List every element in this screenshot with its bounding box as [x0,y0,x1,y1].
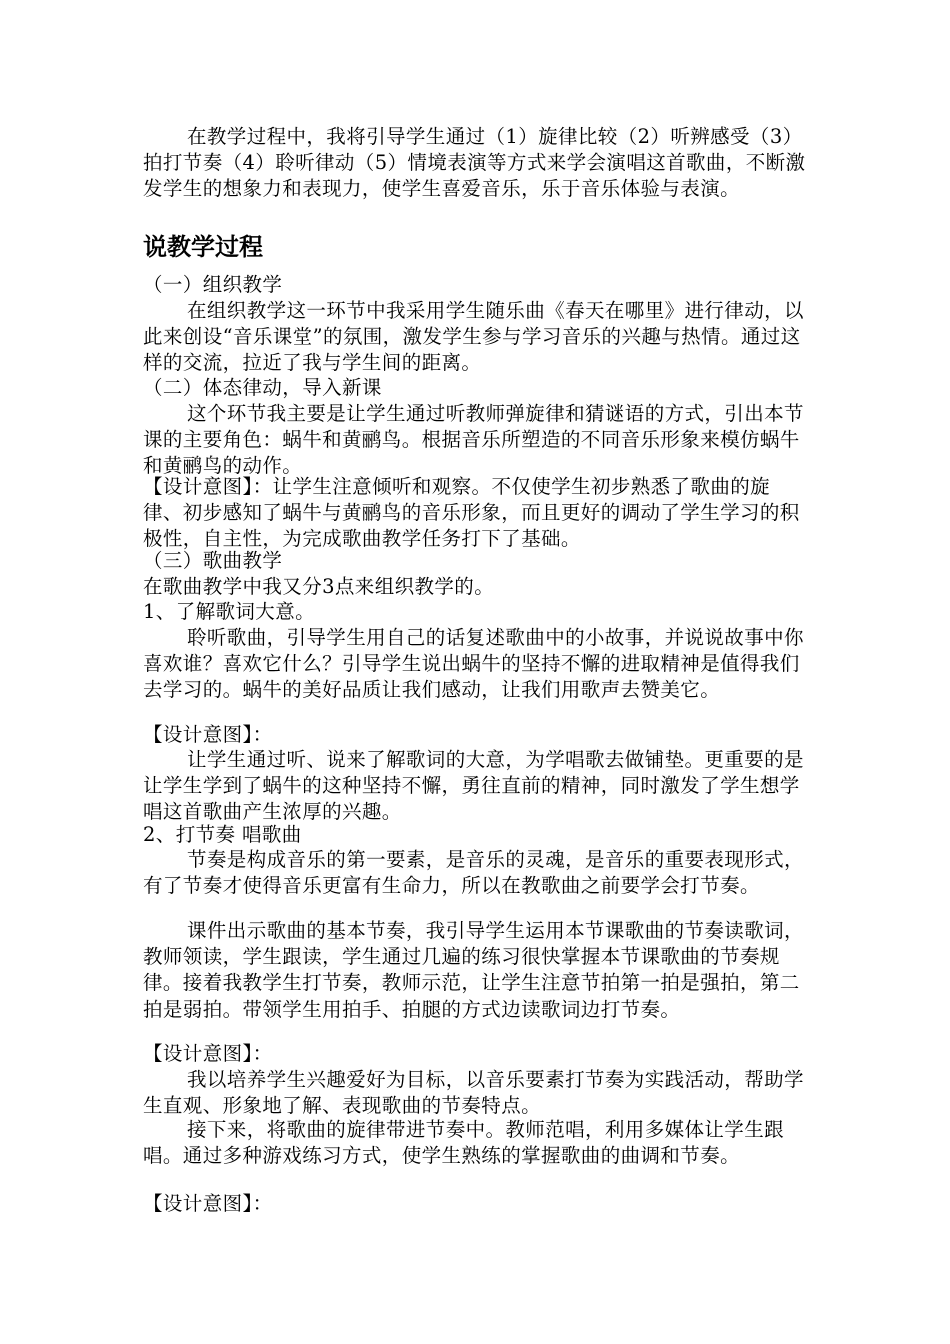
item2-design-body: 我以培养学生兴趣爱好为目标，以音乐要素打节奏为实践活动，帮助学生直观、形象地了解、表现歌曲的节奏特点。 [143,1068,804,1118]
s2-design-intent: 【设计意图】：让学生注意倾听和观察。不仅使学生初步熟悉了歌曲的旋律、初步感知了蜗牛与黄鹂鸟的音乐形象，而且更好的调动了学生学习的积极性，自主性，为完成歌曲教学任务打下了基础。 [143,475,800,551]
intro-paragraph: 在教学过程中，我将引导学生通过（1）旋律比较（2）听辨感受（3）拍打节奏（4）聆听律动（5）情境表演等方式来学会演唱这首歌曲，不断激发学生的想象力和表现力，使学生喜爱音乐，乐于音乐体验与表演。 [143,125,806,201]
item2-body1: 节奏是构成音乐的第一要素，是音乐的灵魂，是音乐的重要表现形式，有了节奏才使得音乐更富有生命力，所以在教歌曲之前要学会打节奏。 [143,848,804,898]
item2-design-label: 【设计意图】： [143,1042,273,1065]
item1-design-label: 【设计意图】： [143,723,273,746]
item1-body: 聆听歌曲，引导学生用自己的话复述歌曲中的小故事，并说说故事中你喜欢谁？喜欢它什么？引导学生说出蜗牛的坚持不懈的进取精神是值得我们去学习的。蜗牛的美好品质让我们感动，让我们用歌声去赞美它。 [143,626,804,702]
item1-design-body: 让学生通过听、说来了解歌词的大意，为学唱歌去做铺垫。更重要的是让学生学到了蜗牛的这种坚持不懈，勇往直前的精神，同时激发了学生想学唱这首歌曲产生浓厚的兴趣。 [143,748,804,824]
item2-body3: 接下来，将歌曲的旋律带进节奏中。教师范唱，利用多媒体让学生跟唱。通过多种游戏练习方式，使学生熟练的掌握歌曲的曲调和节奏。 [143,1118,785,1168]
item2-body2: 课件出示歌曲的基本节奏，我引导学生运用本节课歌曲的节奏读歌词，教师领读，学生跟读，学生通过几遍的练习很快掌握本节课歌曲的节奏规律。接着我教学生打节奏，教师示范，让学生注意节拍第一拍是强拍，第二拍是弱拍。带领学生用拍手、拍腿的方式边读歌词边打节奏。 [143,919,804,1021]
s2-heading: （二）体态律动，导入新课 [143,376,382,399]
item2-heading: 2、打节奏 唱歌曲 [143,823,302,846]
s1-heading: （一）组织教学 [143,273,283,296]
item2-design-label-2: 【设计意图】： [143,1192,273,1215]
s3-heading: （三）歌曲教学 [143,549,283,572]
s2-body: 这个环节我主要是让学生通过听教师弹旋律和猜谜语的方式，引出本节课的主要角色：蜗牛和黄鹂鸟。根据音乐所塑造的不同音乐形象来模仿蜗牛和黄鹂鸟的动作。 [143,402,804,478]
s1-body: 在组织教学这一环节中我采用学生随乐曲《春天在哪里》进行律动，以此来创设“音乐课堂”的氛围，激发学生参与学习音乐的兴趣与热情。通过这样的交流，拉近了我与学生间的距离。 [143,299,804,375]
s3-intro: 在歌曲教学中我又分3点来组织教学的。 [143,575,495,598]
item1-heading: 1、了解歌词大意。 [143,600,316,623]
section-title: 说教学过程 [143,233,263,261]
